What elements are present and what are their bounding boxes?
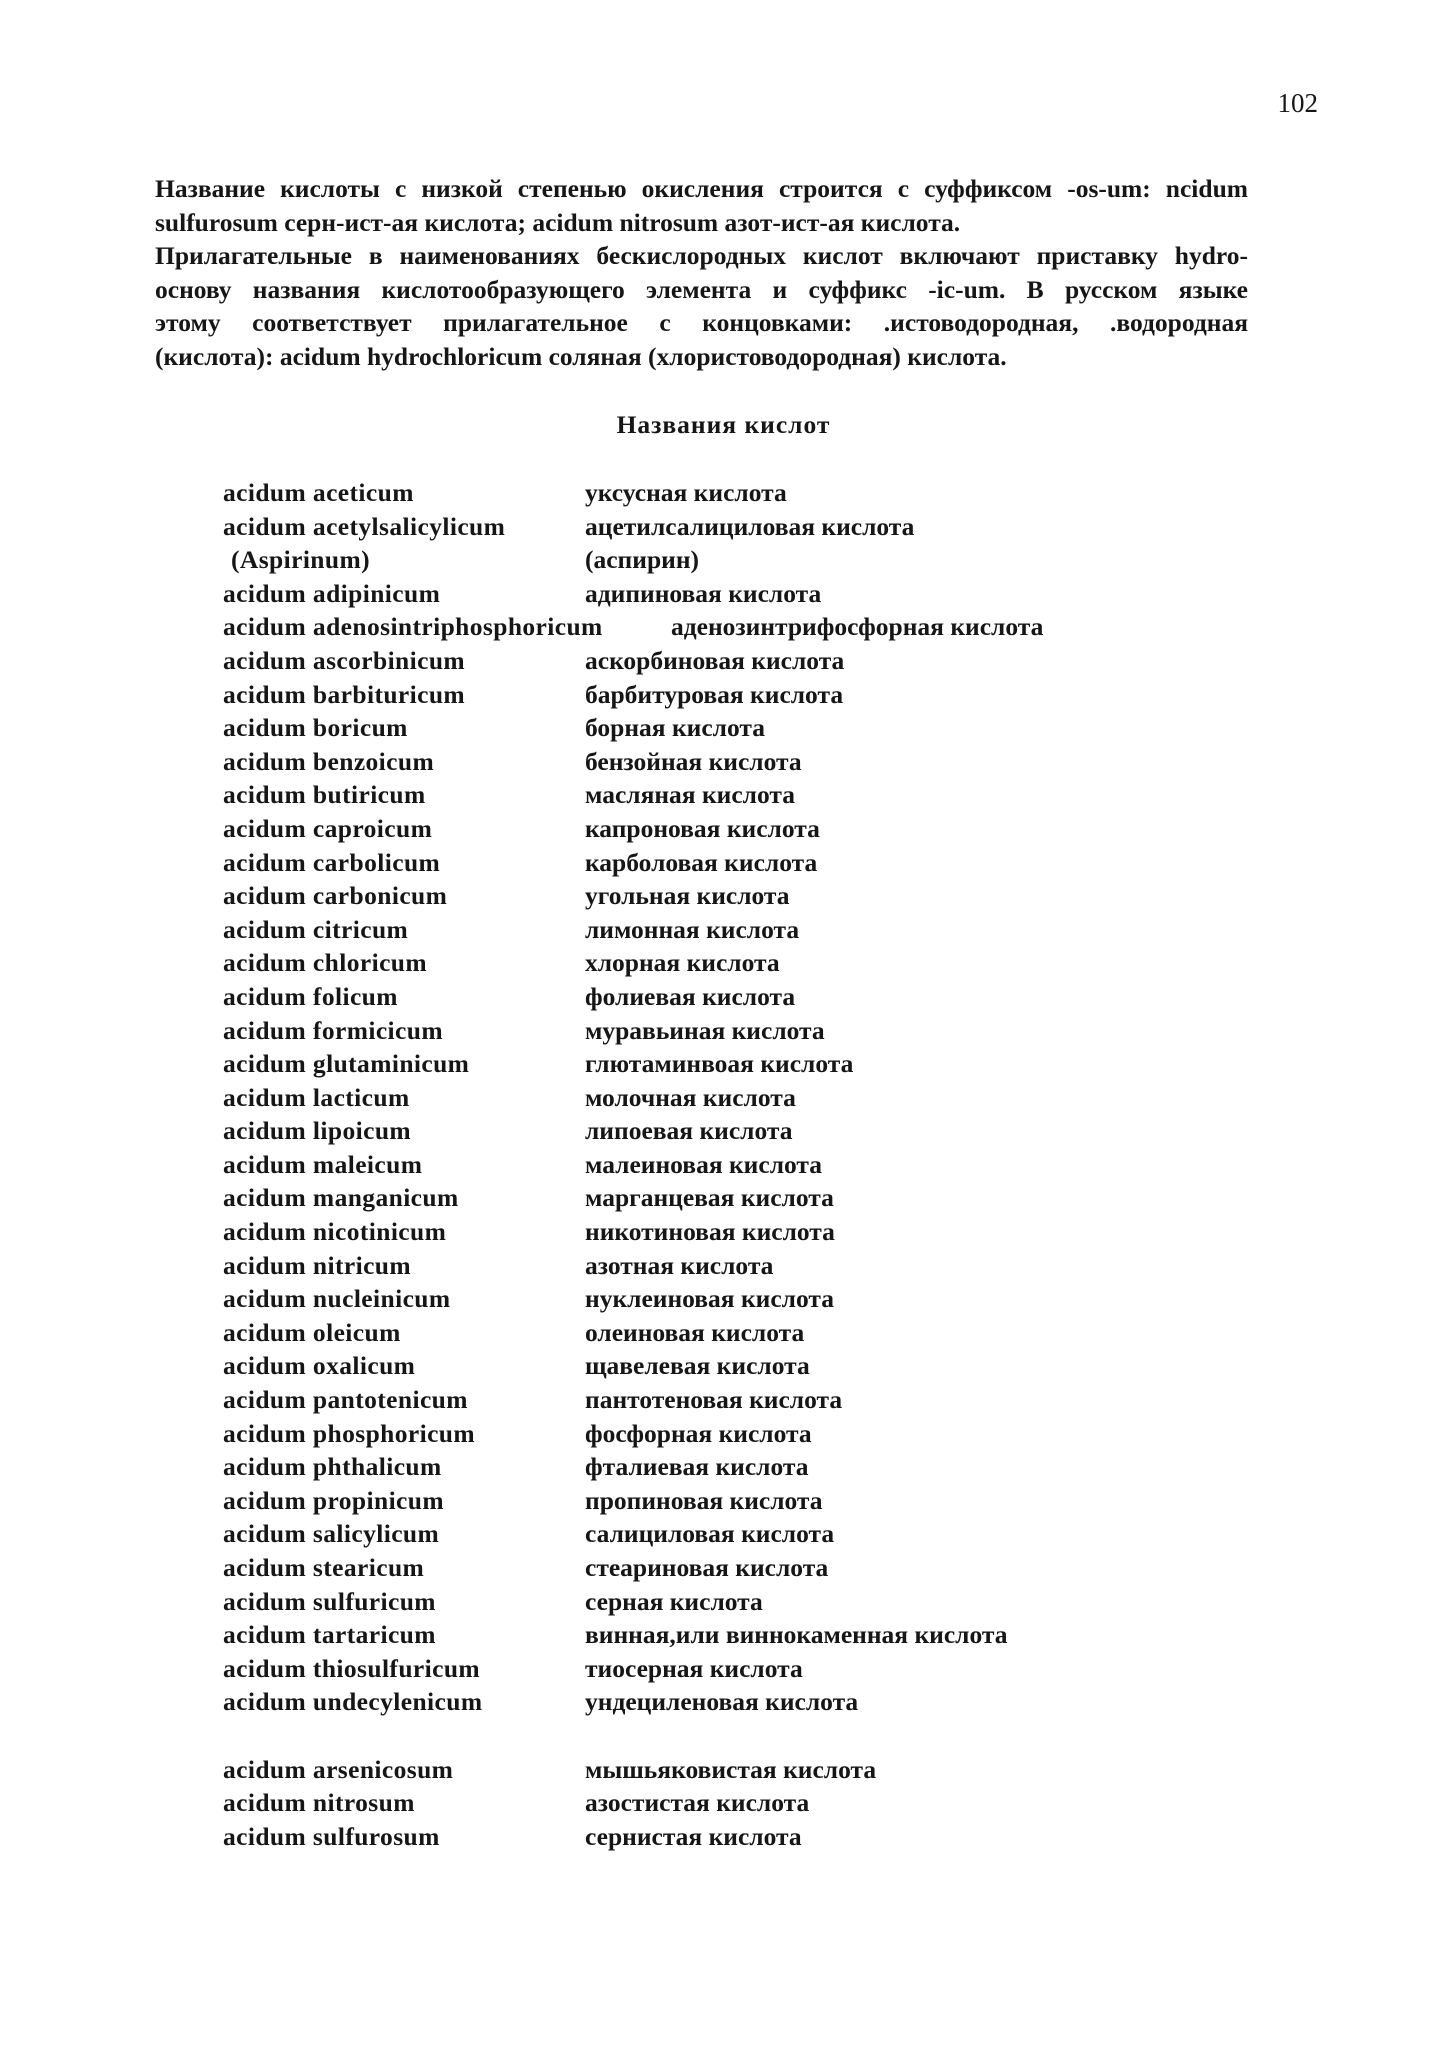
- acid-russian-name: барбитуровая кислота: [585, 679, 844, 709]
- acid-russian-name: салициловая кислота: [585, 1519, 835, 1549]
- acid-latin-name: acidum sulfurosum: [223, 1821, 440, 1851]
- acid-russian-name: сернистая кислота: [585, 1821, 802, 1851]
- acid-latin-name: acidum manganicum: [223, 1183, 459, 1213]
- acid-russian-name: азостистая кислота: [585, 1788, 810, 1818]
- intro-line: Название кислоты с низкой степенью окисления строится с суффиксом -os-um: ncidum: [155, 174, 1248, 203]
- intro-line: sulfurosum серн-ист-ая кислота; acidum nitrosum азот-ист-ая кислота.: [155, 207, 961, 237]
- acid-russian-name: ундециленовая кислота: [585, 1687, 859, 1717]
- acid-latin-name: acidum nitrosum: [223, 1788, 415, 1818]
- acid-russian-name: малеиновая кислота: [585, 1149, 822, 1179]
- acid-latin-name: acidum stearicum: [223, 1553, 425, 1582]
- acid-latin-name: acidum boricum: [223, 713, 408, 743]
- acid-latin-name: acidum adipinicum: [223, 578, 441, 608]
- acid-latin-name: acidum arsenicosum: [223, 1754, 454, 1784]
- acid-latin-name: acidum undecylenicum: [223, 1687, 483, 1717]
- acid-russian-name: фталиевая кислота: [585, 1452, 809, 1482]
- page-number: 102: [1277, 88, 1318, 118]
- acid-latin-name: acidum aceticum: [223, 478, 414, 507]
- acid-latin-name: acidum glutaminicum: [223, 1049, 470, 1079]
- intro-line: этому соответствует прилагательное с концовками: .истоводородная, .водородная: [155, 308, 1248, 338]
- acid-russian-name: серная кислота: [585, 1586, 763, 1616]
- acid-russian-name: тиосерная кислота: [585, 1653, 803, 1683]
- acid-russian-name: угольная кислота: [585, 881, 790, 911]
- acid-latin-name: acidum pantotenicum: [223, 1385, 468, 1415]
- acid-latin-name: acidum carbonicum: [223, 881, 448, 911]
- acid-russian-name: уксусная кислота: [585, 478, 787, 507]
- acid-latin-name: acidum formicicum: [223, 1015, 443, 1045]
- acid-latin-name: acidum maleicum: [223, 1149, 423, 1179]
- acid-russian-name: щавелевая кислота: [585, 1351, 810, 1381]
- intro-line: (кислота): acidum hydrochloricum соляная (хлористоводородная) кислота.: [155, 341, 1007, 371]
- acid-russian-name: бензойная кислота: [585, 746, 802, 776]
- acid-russian-name: липоевая кислота: [585, 1116, 793, 1146]
- acid-latin-name: (Aspirinum): [231, 545, 370, 575]
- acid-latin-name: acidum folicum: [223, 981, 398, 1011]
- acid-russian-name: олеиновая кислота: [585, 1317, 805, 1347]
- acid-latin-name: acidum carbolicum: [223, 847, 441, 877]
- acid-russian-name: мышьяковистая кислота: [585, 1754, 877, 1784]
- acid-latin-name: acidum caproicum: [223, 813, 433, 843]
- acid-russian-name: ацетилсалициловая кислота: [585, 511, 915, 541]
- acid-russian-name: борная кислота: [585, 713, 765, 743]
- acid-russian-name: масляная кислота: [585, 780, 795, 810]
- acid-russian-name: пантотеновая кислота: [585, 1385, 843, 1415]
- acid-russian-name: муравьиная кислота: [585, 1015, 825, 1045]
- acid-russian-name: аскорбиновая кислота: [585, 645, 845, 675]
- acid-latin-name: acidum sulfuricum: [223, 1586, 436, 1616]
- acid-russian-name: фолиевая кислота: [585, 981, 796, 1011]
- acid-latin-name: acidum oxalicum: [223, 1351, 416, 1381]
- intro-paragraph: [155, 172, 1248, 374]
- acid-latin-name: acidum salicylicum: [223, 1519, 440, 1549]
- acid-latin-name: acidum butiricum: [223, 780, 426, 810]
- section-title: Названия кислот: [616, 410, 831, 439]
- acid-latin-name: acidum adenosintriphosphoricum: [223, 612, 603, 642]
- acid-latin-name: acidum lipoicum: [223, 1116, 412, 1146]
- acid-latin-name: acidum ascorbinicum: [223, 645, 466, 675]
- acid-latin-name: acidum chloricum: [223, 948, 428, 978]
- intro-line: основу названия кислотообразующего элемента и суффикс -ic-um. В русском языке: [155, 274, 1248, 304]
- acid-russian-name: карболовая кислота: [585, 847, 818, 877]
- acid-latin-name: acidum propinicum: [223, 1485, 444, 1515]
- acid-russian-name: хлорная кислота: [585, 948, 780, 978]
- acid-latin-name: acidum lacticum: [223, 1082, 410, 1112]
- acid-latin-name: acidum phosphoricum: [223, 1418, 476, 1448]
- acid-latin-name: acidum acetylsalicylicum: [223, 511, 506, 541]
- acid-russian-name: аденозинтрифосфорная кислота: [671, 612, 1044, 642]
- acid-russian-name: пропиновая кислота: [585, 1485, 823, 1515]
- acid-russian-name: молочная кислота: [585, 1082, 796, 1112]
- acid-russian-name: капроновая кислота: [585, 813, 820, 843]
- acid-latin-name: acidum nucleinicum: [223, 1284, 451, 1314]
- acid-russian-name: глютаминвоая кислота: [585, 1049, 854, 1079]
- acid-russian-name: азотная кислота: [585, 1250, 774, 1280]
- acid-latin-name: acidum thiosulfuricum: [223, 1653, 481, 1683]
- acid-latin-name: acidum nitricum: [223, 1250, 412, 1280]
- acid-russian-name: лимонная кислота: [585, 914, 800, 944]
- acid-russian-name: фосфорная кислота: [585, 1418, 812, 1448]
- acid-russian-name: винная,или виннокаменная кислота: [585, 1620, 1008, 1650]
- acid-russian-name: никотиновая кислота: [585, 1217, 835, 1247]
- acid-russian-name: стеариновая кислота: [585, 1553, 829, 1582]
- acid-latin-name: acidum oleicum: [223, 1317, 401, 1347]
- acid-latin-name: acidum phthalicum: [223, 1452, 442, 1482]
- acid-latin-name: acidum nicotinicum: [223, 1217, 447, 1247]
- acid-latin-name: acidum barbituricum: [223, 679, 466, 709]
- acid-russian-name: нуклеиновая кислота: [585, 1284, 834, 1314]
- acid-russian-name: марганцевая кислота: [585, 1183, 834, 1213]
- acid-latin-name: acidum tartaricum: [223, 1620, 436, 1650]
- intro-line: Прилагательные в наименованиях бескислородных кислот включают приставку hydro-: [155, 241, 1248, 271]
- acid-latin-name: acidum benzoicum: [223, 746, 435, 776]
- acid-latin-name: acidum citricum: [223, 914, 409, 944]
- acid-russian-name: адипиновая кислота: [585, 578, 822, 608]
- acid-russian-name: (аспирин): [585, 545, 700, 575]
